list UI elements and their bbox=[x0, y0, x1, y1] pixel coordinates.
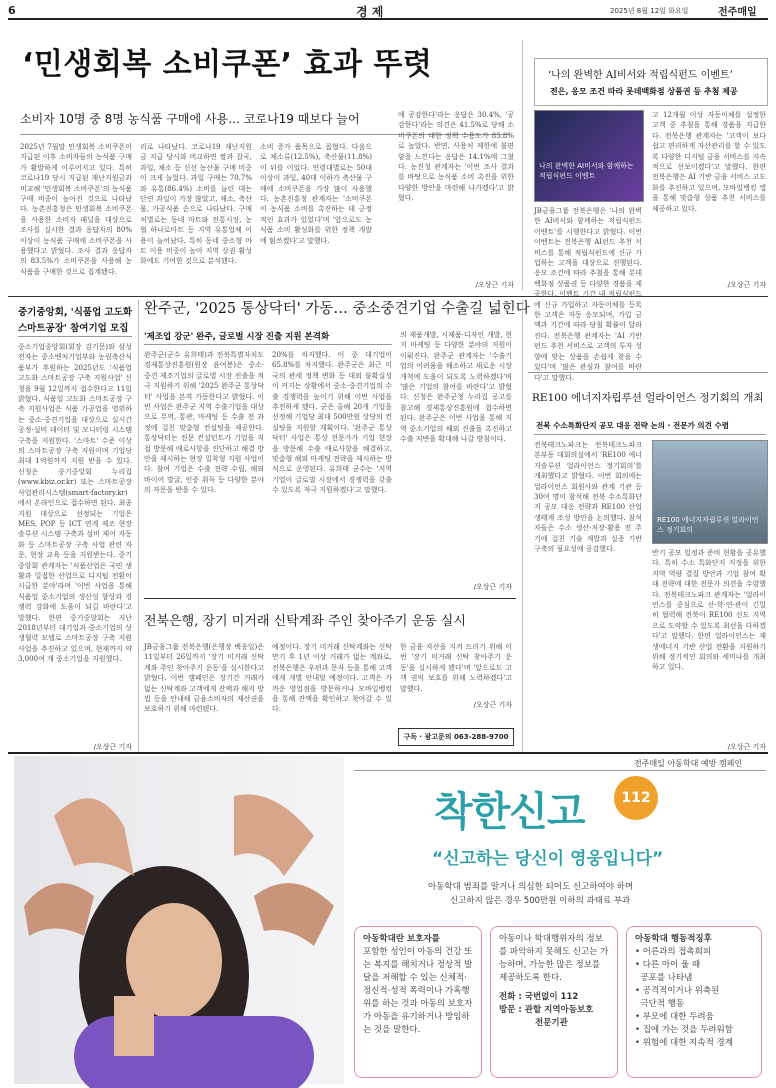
ad-slogan: “신고하는 당신이 영웅입니다” bbox=[432, 849, 664, 869]
re100-col-2: 반기 공모 일정과 준비 현황을 공유했다. 특히 수소 특화단지 지정을 위한 지역 역량 결집 방안과 기업 참여 확대 전략에 대한 전문가 의견을 수렴했다. 전북테크노파크 관계자는 '얼라이언스를 중심으로 산·학·연·관이 긴밀히 협력해 전북이 RE100 선도 지역으로 도약할 수 있도록 최선을 다하겠다'고 말했다. 한편 얼라이언스는 재생에너지 기반 산업 전환을 지원하기 위해 정기적인 회의와 세미나를 개최하고 있다. bbox=[652, 549, 766, 672]
lead-byline: /오상근 기자 bbox=[475, 281, 514, 289]
ad-logo-title: 착한신고 bbox=[434, 789, 585, 835]
ad-card-report bbox=[490, 926, 618, 1078]
lead-subhead: 소비자 10명 중 8명 농식품 구매에 사용… 코로나19 때보다 늘어 bbox=[20, 112, 360, 126]
ad-card-signs-item: • 부모에 대한 두려움 bbox=[635, 1012, 714, 1022]
paper-name: 전주매일 bbox=[718, 7, 757, 18]
re100-col-1-top: 전북테크노파크는 전북테크노파크 본부동 대회의실에서 'RE100 에너지솔루션 얼라이언스 정기회의'를 개최했다고 밝혔다. 이번 회의에는 얼라이언스 회원사와 관계 기관 등 30여 명이 참석해 전북 수소특화단지 공모 대응 전략과 RE100 산업 생태계 조성 방안을 논의했다. 참석자들은 수소 생산·저장·활용 전 주기에 걸친 기술 개발과 실증 기반 구축의 필요성에 공감했다. bbox=[534, 441, 642, 554]
woman-illustration bbox=[14, 756, 344, 1084]
ad-card-report-phone: 전화 : 국번없이 112 bbox=[499, 992, 579, 1002]
subscription-box bbox=[398, 728, 514, 746]
lead-col-4: 에 공감한다'라는 응답은 30.4%, '공감한다'라는 의견은 41.5%로 당해 소비쿠폰의 대한 정책 수용도가 85.8%로 높았다. 반면, 사용처 제한에 불편함을 느낀다는 응답은 14.1%에 그쳤다. 농진청 관계자는 '이번 조사 결과를 바탕으로 농식품 소비 촉진을 위한 다양한 방안을 마련해 나가겠다'고 밝혔다. bbox=[398, 111, 514, 203]
subscription-text: 구독 · 광고문의 063-288-9700 bbox=[403, 733, 509, 741]
ai-event-photo bbox=[534, 110, 644, 202]
bank-headline: 전북은행, 장기 미거래 신탁계좌 주인 찾아주기 운동 실시 bbox=[144, 614, 466, 629]
bank-byline: /오상근 기자 bbox=[473, 701, 512, 709]
ad-card-signs-item: • 집에 가는 것을 두려워함 bbox=[635, 1025, 733, 1035]
re100-subhead-rule bbox=[534, 434, 766, 435]
wanju-bottom-rule bbox=[144, 598, 516, 599]
ad-desc-1: 아동학대 범죄를 알거나 의심한 되어도 신고하여야 하며 bbox=[428, 882, 634, 892]
ai-event-title: ‘나의 완벽한 AI비서와 적립식펀드 이벤트’ bbox=[548, 70, 733, 81]
left-headline-2: 스마트공장' 참여기업 모집 bbox=[18, 323, 129, 334]
ad-top-rule bbox=[8, 752, 768, 754]
ad-card-definition bbox=[354, 926, 482, 1078]
lead-headline: ‘민생회복 소비쿠폰’ 효과 뚜렷 bbox=[22, 47, 433, 82]
ad-card-signs-title: 아동학대 행동적징후 bbox=[635, 934, 712, 944]
left-headline-1: 중기중앙회, '식품업 고도화 bbox=[18, 307, 133, 318]
ad-card-report-visit: 방문 : 관할 지역아동보호 bbox=[499, 1005, 594, 1015]
wanju-col-3: 의 제품개발, 시제품·디자인 개발, 현지 마케팅 등 다양한 분야의 지원이 이뤄진다. 완주군 관계자는 '수출기업의 어려움을 해소하고 새로운 시장 개척에 도움이 되도록 노력하겠다'며 '많은 기업의 참여를 바란다'고 밝혔다. 신청은 완주군청 누리집 공고를 참고해 경제통상진흥원에 접수하면 된다. 완주군은 이번 사업을 통해 지역 중소기업의 해외 진출을 촉진하고 수출 저변을 확대해 나갈 방침이다. bbox=[400, 331, 512, 444]
wanju-subhead: '제조업 강군' 완주, 글로벌 시장 진출 지원 본격화 bbox=[144, 332, 330, 342]
left-col-divider bbox=[138, 300, 139, 752]
lead-bottom-rule bbox=[8, 296, 768, 297]
re100-headline: RE100 에너지자립루션 얼라이언스 정기회의 개최 bbox=[532, 392, 764, 404]
lead-col-1: 2025년 7월말 민생회복 소비쿠폰이 지급된 이후 소비자들의 농식품 구매가 활발하게 이루어지고 있다. 특히 코로나19 당시 지급된 재난지원금과 비교해 '민생회복 소비쿠폰'의 농식품 구매 비중이 높아진 것으로 나타났다. 농촌진흥청은 민생회복 소비쿠폰을 사용한 소비자 패널을 대상으로 조사를 실시한 결과 응답자의 80% 이상이 농식품 구매에 소비쿠폰을 사용했다고 밝혔다. 조사 결과 응답자의 83.5%가 소비쿠폰을 사용해 농식품을 구매한 것으로 집계됐다. bbox=[20, 143, 132, 276]
ad-sponsor-rule bbox=[354, 770, 766, 771]
ad-area bbox=[14, 756, 766, 1084]
masthead-rule bbox=[8, 18, 768, 20]
ad-card-definition-title: 아동학대란 보호자를 bbox=[363, 934, 440, 944]
bank-col-2: 예정이다. 장기 미거래 신탁계좌는 신탁 만기 후 1년 이상 거래가 없는 계좌로, 전북은행은 우편과 문자 등을 통해 고객에게 개별 안내할 예정이다. 고객은 가까운 영업점을 방문하거나 모바일뱅킹을 통해 잔액을 확인하고 찾아갈 수 있다. bbox=[272, 643, 392, 714]
left-headline-rule bbox=[18, 336, 132, 337]
ad-card-signs bbox=[626, 926, 762, 1078]
ad-sponsor: 전주매일 아동학대 예방 캠페인 bbox=[634, 759, 743, 768]
ad-card-report-visit-2: 전문기관 bbox=[535, 1018, 568, 1028]
re100-photo-text: RE100 에너지자립루션 얼라이언스 정기회의 bbox=[657, 516, 759, 534]
lead-col-3: 소비 증가 품목으로 꼽혔다. 다음으로 채소류(12.5%), 축산물(11.8%)이 뒤를 이었다. 연령대별로는 50대 이상이 과일, 40대 이하가 축산물 구매에 소비쿠폰을 가장 많이 사용했다. 농촌진흥청 관계자는 '소비쿠폰이 농식품 소비를 촉진하는 데 긍정적인 효과가 있었다'며 '앞으로도 농식품 소비 활성화를 위한 정책 개발에 힘쓰겠다'고 말했다. bbox=[260, 143, 372, 245]
ad-card-signs-item: 공포를 나타냄 bbox=[635, 973, 693, 983]
bank-col-1: JB금융그룹 전북은행(은행장 백종일)은 11일부터 26일까지 '장기 미거래 신탁계좌 주인 찾아주기 운동'을 실시한다고 밝혔다. 이번 캠페인은 장기간 거래가 없는 신탁계좌 고객에게 잔액과 해지 방법 등을 안내해 금융소비자의 재산권을 보호하기 위해 마련됐다. bbox=[144, 643, 264, 714]
re100-photo bbox=[652, 440, 768, 544]
ad-card-signs-item: • 다른 아이 울 때 bbox=[635, 960, 701, 970]
section-title: 경 제 bbox=[356, 5, 384, 19]
ai-byline: /오상근 기자 bbox=[727, 281, 766, 289]
ad-card-report-body: 아동이나 학대행위자의 정보를 파악하지 못해도 신고는 가능하며, 가능한 많은 정보를 제공하도록 한다. bbox=[499, 934, 609, 983]
ad-desc-2: 신고하지 않은 경우 500만원 이하의 과태료 부과 bbox=[450, 896, 631, 906]
wanju-byline: /오상근 기자 bbox=[473, 583, 512, 591]
ai-col-1: JB금융그룹 전북은행은 '나의 완벽한 AI비서와 함께하는 적립식펀드 이벤트'를 시행한다고 밝혔다. 이번 이벤트는 전북은행 AI펀드 추천 서비스를 통해 적립식펀드에 신규 가입하는 고객을 대상으로 진행된다. 응모 조건에 따라 추첨을 통해 롯데백화점 상품권 등 다양한 경품을 제공한다. 이벤트 기간 내 적립식펀드에 신규 가입하고 자동이체를 등록한 고객은 자동 응모되며, 가입 금액과 기간에 따라 당첨 확률이 달라진다. 전북은행 관계자는 'AI 기반 펀드 추천 서비스로 고객의 투자 성향에 맞는 상품을 손쉽게 찾을 수 있다'며 '많은 관심과 참여를 바란다'고 말했다. bbox=[534, 207, 642, 382]
ad-badge bbox=[614, 776, 658, 820]
ad-badge-number: 112 bbox=[621, 790, 651, 806]
re100-subhead: 전북 수소특화단지 공모 대응 전략 논의 · 전문가 의견 수렴 bbox=[536, 421, 729, 430]
ad-card-signs-item: 극단적 행동 bbox=[635, 999, 685, 1009]
re100-top-rule bbox=[528, 372, 768, 373]
woman-figure-graphic bbox=[14, 756, 344, 1084]
bank-col-3: 한 금융 자산을 지켜 드리기 위해 이번 '장기 미거래 신탁 찾아주기 운동'을 실시하게 됐다'며 '앞으로도 고객 권익 보호를 위해 노력하겠다'고 말했다. bbox=[400, 643, 512, 693]
wanju-subhead-rule bbox=[144, 344, 392, 345]
wanju-headline: 완주군, '2025 통상닥터' 가동… 중소중견기업 수출길 넓힌다 bbox=[144, 301, 530, 317]
left-byline: /오상근 기자 bbox=[93, 743, 132, 751]
ad-card-signs-item: • 어른과의 접촉회피 bbox=[635, 947, 712, 957]
right-col-divider bbox=[522, 300, 523, 752]
ad-card-signs-item: • 공격적이거나 위축된 bbox=[635, 986, 720, 996]
lead-col-2: 리로 나타났다. 코로나19 재난지원금 지급 당시와 비교하면 쌀과 잡곡, 과일, 채소 등 신선 농산물 구매 비중이 크게 늘었다. 과일 구매는 70.7%와 유통(86.4%) 소비를 늘린 데는 단연 과일이 가장 많았고, 채소, 축산물, 가공식품 순으로 나타났다. 구매처별로는 동네 마트와 전통시장, 농협 하나로마트 등 지역 유통업체 이용이 늘어났다. 특히 동네 중소형 마트 이용 비중이 높아 지역 상권 활성화에도 기여한 것으로 분석됐다. bbox=[140, 143, 252, 266]
wanju-col-2: 20%를 차지했다. 이 중 대기업이 65.8%를 차지했다. 완주군은 최근 미국의 관세 정책 변화 등 대외 불확실성이 커지는 상황에서 중소·중견기업의 수출 경쟁력을 높이기 위해 이번 사업을 추진하게 됐다. 군은 올해 20개 기업을 선정해 기업당 최대 500만원 상당의 컨설팅을 지원할 계획이다. '완주군 통상닥터' 사업은 통상 전문가가 기업 현장을 방문해 수출 애로사항을 해결하고, 맞춤형 해외 마케팅 전략을 제시하는 방식으로 운영된다. 유희태 군수는 '지역 기업이 글로벌 시장에서 경쟁력을 갖출 수 있도록 적극 지원하겠다'고 말했다. bbox=[272, 351, 392, 495]
ad-card-signs-list bbox=[635, 946, 753, 1050]
wanju-col-1: 완주군(군수 유희태)과 전북특별자치도경제통상진흥원(원장 윤여봉)은 중소·중견 제조기업의 글로벌 시장 진출을 적극 지원하기 위해 '2025 완주군 통상닥터' 사업을 본격 가동한다고 밝혔다. 이번 사업은 완주군 지역 수출기업을 대상으로 무역, 통관, 마케팅 등 수출 전 과정에 걸친 맞춤형 컨설팅을 제공한다. 통상닥터는 전문 컨설턴트가 기업을 직접 방문해 애로사항을 진단하고 해결 방안을 제시하는 현장 밀착형 지원 사업이다. 참여 기업은 수출 전략 수립, 해외 바이어 발굴, 인증 취득 등 다양한 분야의 자문을 받을 수 있다. bbox=[144, 351, 264, 495]
page-number: 6 bbox=[8, 4, 16, 17]
ad-card-signs-item: • 위험에 대한 지속적 경계 bbox=[635, 1038, 733, 1048]
ai-event-photo-text: 나의 완벽한 AI비서와 함께하는 적립식펀드 이벤트 bbox=[539, 162, 634, 180]
lead-right-divider bbox=[522, 40, 523, 290]
left-body: 중소기업중앙회(회장 김기문)와 삼성전자는 중소벤처기업부와 농림축산식품부가 후원하는 2025년도 '식품업 고도화 스마트공장 구축 지원사업' 신청을 9월 12일까지 접수한다고 11일 밝혔다. 식품업 고도화 스마트공장 구축 지원사업은 식품 가공업을 영위하는 중소·중견기업을 대상으로 실시간 공정·설비 데이터 및 모니터링 시스템 구축을 지원한다. '스마트' 수준 이상의 스마트공장 구축 지원이며 기업당 최대 1억원까지 지원 받을 수 있다. 신청은 중기중앙회 누리집(www.kbiz.or.kr) 또는 스마트공장 사업관리시스템(smart-factory.kr)에서 온라인으로 접수하면 된다. 최종 지원 대상으로 선정되는 기업은 MES, POP 등 ICT 연계 제조 현장 솔루션 시스템 구축과 설비 제어 자동화 등 스마트공장 구축 사업 관련 자문, 현장 교육 등을 지원받는다. 중기중앙회 관계자는 '식품산업은 국민 생활과 밀접한 산업으로 디지털 전환이 시급한 분야'라며 '이번 사업을 통해 식품업 중소기업의 생산성 향상과 경쟁력 강화에 도움이 되길 바란다'고 말했다. 한편 중기중앙회는 지난 2018년부터 대기업과 중소기업의 상생협력 모델로 스마트공장 구축 지원사업을 추진하고 있으며, 현재까지 약 3,000여 개 중소기업을 지원했다. bbox=[18, 343, 132, 664]
ai-event-subtitle: 전은, 응모 조건 따라 롯데백화점 상품권 등 추첨 제공 bbox=[550, 87, 738, 96]
ad-card-definition-body: 포함한 성인이 아동의 건강 또는 복지를 해치거나 정상적 발달을 저해할 수 있는 신체적·정신적·성적 폭력이나 가혹행위를 하는 것과 아동의 보호자가 아동을 유기하거나 방임하는 것을 말한다. bbox=[363, 947, 473, 1035]
issue-date: 2025년 8월 12일 화요일 bbox=[610, 7, 689, 15]
re100-byline: /오상근 기자 bbox=[727, 743, 766, 751]
ai-col-1-top: 고 12개월 이상 자동이체를 설정한 고객 중 추첨을 통해 경품을 지급한다. 전북은행 관계자는 '고객이 보다 쉽고 편리하게 자산관리를 할 수 있도록 다양한 디지털 금융 서비스를 지속적으로 선보이겠다'고 말했다. 한편 전북은행은 AI 기반 금융 서비스 고도화를 추진하고 있으며, 모바일뱅킹 앱을 통해 맞춤형 상품 추천 서비스를 제공하고 있다. bbox=[652, 111, 766, 213]
